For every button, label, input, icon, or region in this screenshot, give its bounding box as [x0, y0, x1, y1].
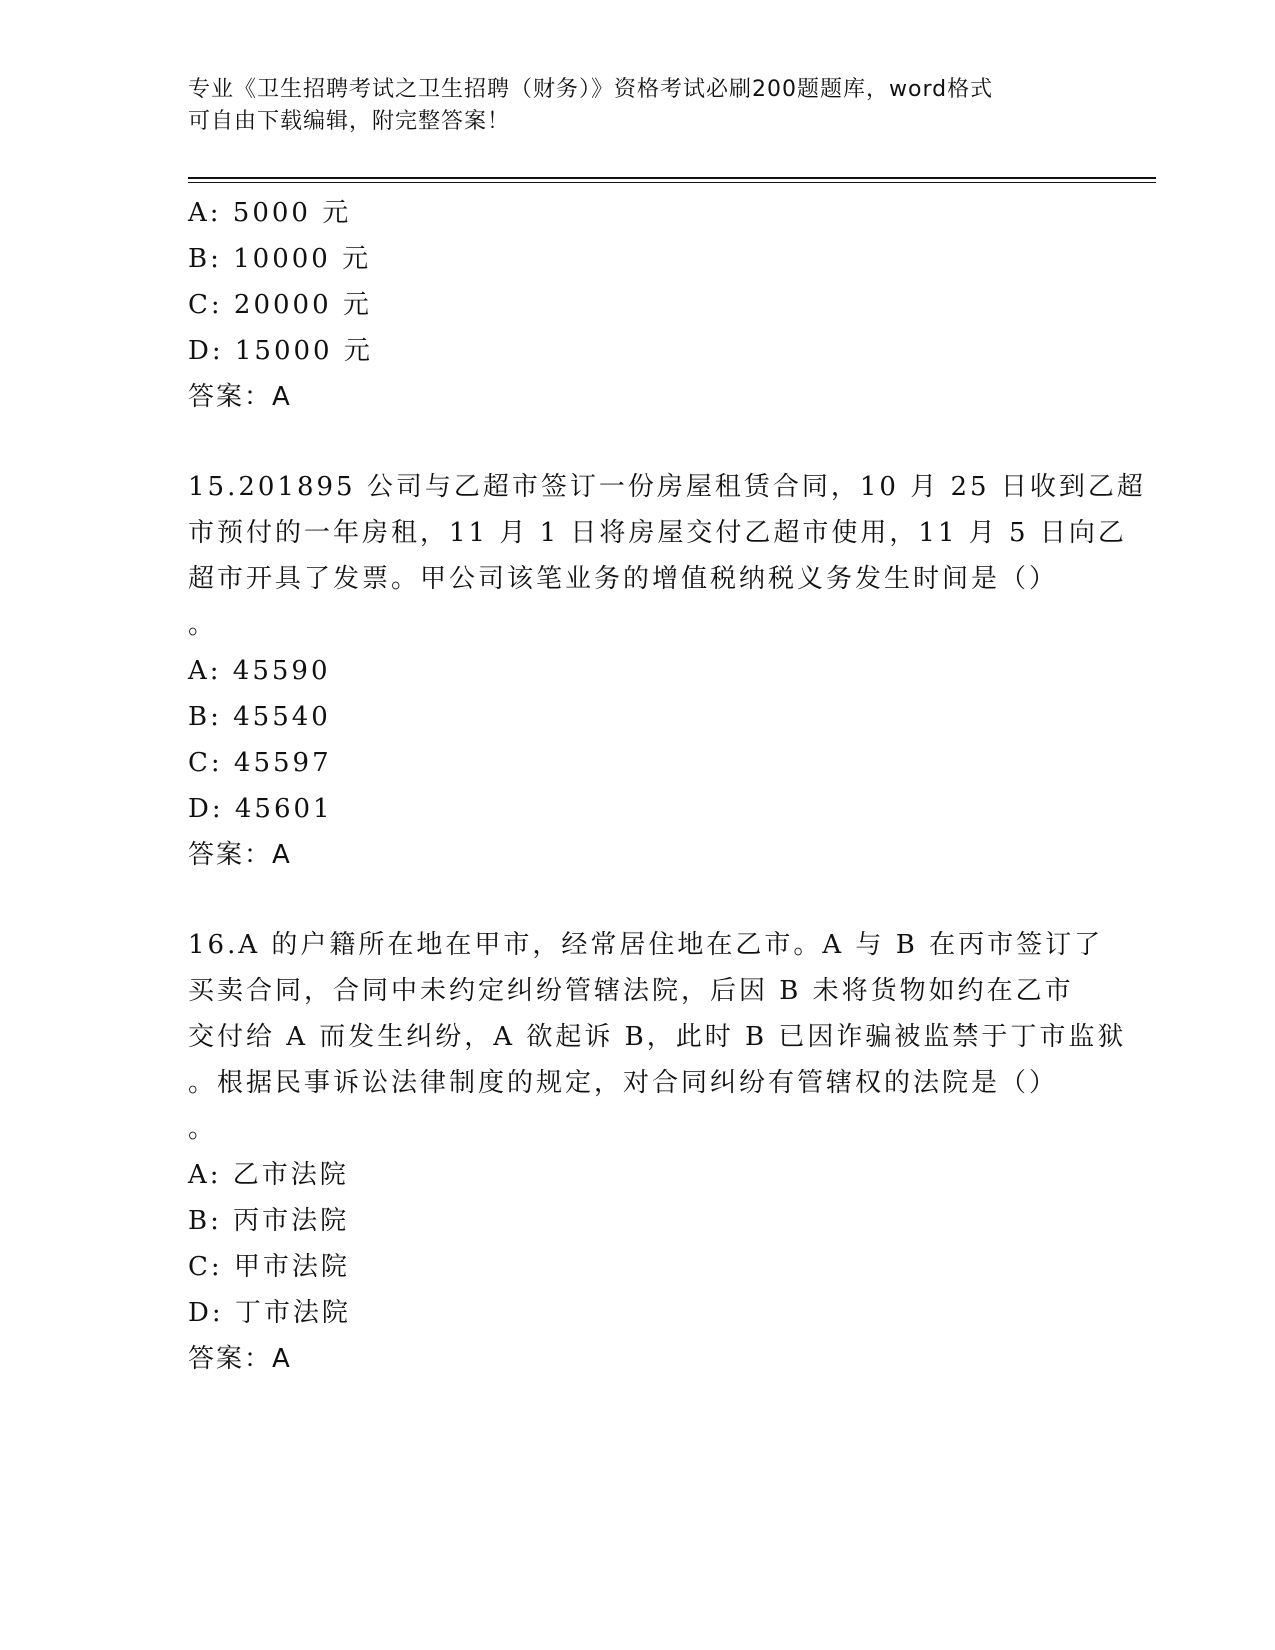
document-header	[188, 74, 1068, 138]
question-stem-line: 市预付的一年房租，11 月 1 日将房屋交付乙超市使用，11 月 5 日向乙	[188, 518, 1127, 548]
option-d: D: 丁市法院	[188, 1298, 351, 1328]
option-b: B: 丙市法院	[188, 1206, 350, 1236]
question-stem-line: 。	[188, 610, 218, 640]
question-stem-line: 16.A 的户籍所在地在甲市，经常居住地在乙市。A 与 B 在丙市签订了	[188, 930, 1104, 960]
question-stem-line: 15.201895 公司与乙超市签订一份房屋租赁合同，10 月 25 日收到乙超	[188, 472, 1146, 502]
question-stem-line: 超市开具了发票。甲公司该笔业务的增值税纳税义务发生时间是（）	[188, 564, 1059, 594]
question-14-block	[188, 190, 1088, 420]
question-16-block	[188, 922, 1127, 1382]
option-c: C: 甲市法院	[188, 1252, 350, 1282]
option-c: C: 20000 元	[188, 290, 372, 320]
answer-label: 答案：A	[188, 840, 292, 870]
option-a: A: 45590	[188, 656, 331, 686]
option-a: A: 5000 元	[188, 198, 352, 228]
question-stem-line: 。根据民事诉讼法律制度的规定，对合同纠纷有管辖权的法院是（）	[188, 1068, 1059, 1098]
header-divider-thin	[188, 182, 1156, 183]
question-15-block	[188, 464, 1146, 878]
question-stem-line: 交付给 A 而发生纠纷，A 欲起诉 B，此时 B 已因诈骗被监禁于丁市监狱	[188, 1022, 1127, 1052]
option-d: D: 15000 元	[188, 336, 373, 366]
header-divider-thick	[188, 177, 1156, 179]
question-stem-line: 买卖合同，合同中未约定纠纷管辖法院，后因 B 未将货物如约在乙市	[188, 976, 1074, 1006]
option-a: A: 乙市法院	[188, 1160, 349, 1190]
answer-label: 答案：A	[188, 1344, 292, 1374]
answer-label: 答案：A	[188, 382, 292, 412]
question-list	[188, 190, 1146, 1382]
option-d: D: 45601	[188, 794, 333, 824]
option-b: B: 45540	[188, 702, 331, 732]
option-c: C: 45597	[188, 748, 332, 778]
header-line-2: 可自由下载编辑，附完整答案！	[188, 109, 511, 134]
question-stem-line: 。	[188, 1114, 218, 1144]
option-b: B: 10000 元	[188, 244, 372, 274]
header-line-1: 专业《卫生招聘考试之卫生招聘（财务）》资格考试必刷200题题库，word格式	[188, 77, 994, 102]
